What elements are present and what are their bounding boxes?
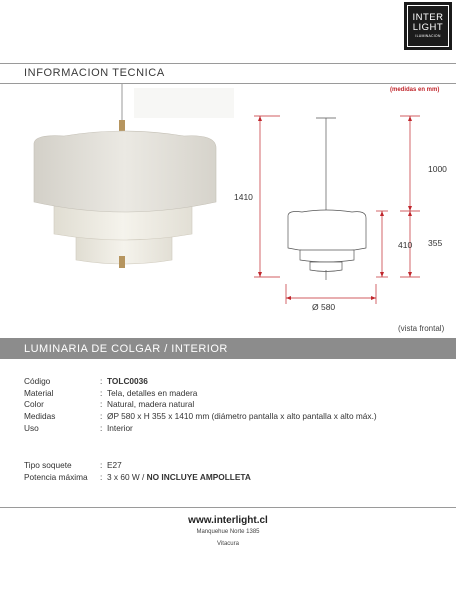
spec-label: Color bbox=[24, 399, 44, 410]
spec-value: Natural, madera natural bbox=[107, 399, 195, 410]
spec-label: Material bbox=[24, 387, 54, 398]
spec-value: TOLC0036 bbox=[107, 375, 148, 386]
spec-label: Potencia máxima bbox=[24, 471, 88, 482]
units-note: (medidas en mm) bbox=[390, 87, 440, 93]
spec-value: Interior bbox=[107, 422, 133, 433]
category-label: LUMINARIA DE COLGAR / INTERIOR bbox=[24, 343, 228, 355]
spec-value: ØP 580 x H 355 x 1410 mm (diámetro pantalla x alto pantalla x alto máx.) bbox=[107, 410, 377, 421]
spec-separator: : bbox=[100, 410, 103, 421]
city: Vitacura bbox=[217, 541, 239, 547]
spec-row-socket bbox=[24, 459, 251, 471]
power-note: NO INCLUYE AMPOLLETA bbox=[146, 471, 251, 482]
spec-label: Tipo soquete bbox=[24, 459, 72, 470]
spec-list bbox=[24, 375, 377, 433]
spec-row-uso bbox=[24, 422, 377, 434]
power-spec-list bbox=[24, 459, 251, 482]
spec-label: Medidas bbox=[24, 410, 56, 421]
dim-shade-height: 355 bbox=[428, 238, 443, 248]
spec-value bbox=[107, 472, 251, 482]
dim-total-height: 1410 bbox=[234, 192, 253, 202]
logo-line-3: ILUMINACION bbox=[415, 34, 441, 38]
dim-diameter: Ø 580 bbox=[312, 302, 336, 312]
spec-row-medidas bbox=[24, 410, 377, 422]
spec-separator: : bbox=[100, 387, 103, 398]
top-rule bbox=[0, 63, 456, 64]
spec-separator: : bbox=[100, 422, 103, 433]
interlight-logo bbox=[404, 2, 452, 50]
spec-row-codigo bbox=[24, 375, 377, 387]
spec-row-power bbox=[24, 471, 251, 483]
dimension-drawing bbox=[230, 84, 450, 314]
spec-value: E27 bbox=[107, 459, 122, 470]
spec-row-color bbox=[24, 398, 377, 410]
section-title: INFORMACION TECNICA bbox=[24, 67, 165, 79]
spec-separator: : bbox=[100, 459, 103, 470]
category-band bbox=[0, 338, 456, 359]
spec-separator: : bbox=[100, 471, 103, 482]
spec-separator: : bbox=[100, 375, 103, 386]
spec-value: Tela, detalles en madera bbox=[107, 387, 198, 398]
footer-rule bbox=[0, 507, 456, 508]
dim-cable: 1000 bbox=[428, 164, 447, 174]
spec-label: Uso bbox=[24, 422, 39, 433]
power-separator: / bbox=[139, 471, 147, 482]
logo-line-2: LIGHT bbox=[412, 22, 444, 33]
view-note: (vista frontal) bbox=[398, 324, 445, 333]
spec-row-material bbox=[24, 387, 377, 399]
product-photo bbox=[24, 84, 234, 284]
logo-line-1: INTER bbox=[412, 12, 444, 23]
power-value: 3 x 60 W bbox=[107, 471, 140, 482]
address: Manquehue Norte 1385 bbox=[196, 529, 260, 535]
spec-separator: : bbox=[100, 399, 103, 410]
dim-body-height: 410 bbox=[398, 240, 413, 250]
website-link[interactable]: www.interlight.cl bbox=[188, 515, 268, 526]
spec-label: Código bbox=[24, 375, 51, 386]
